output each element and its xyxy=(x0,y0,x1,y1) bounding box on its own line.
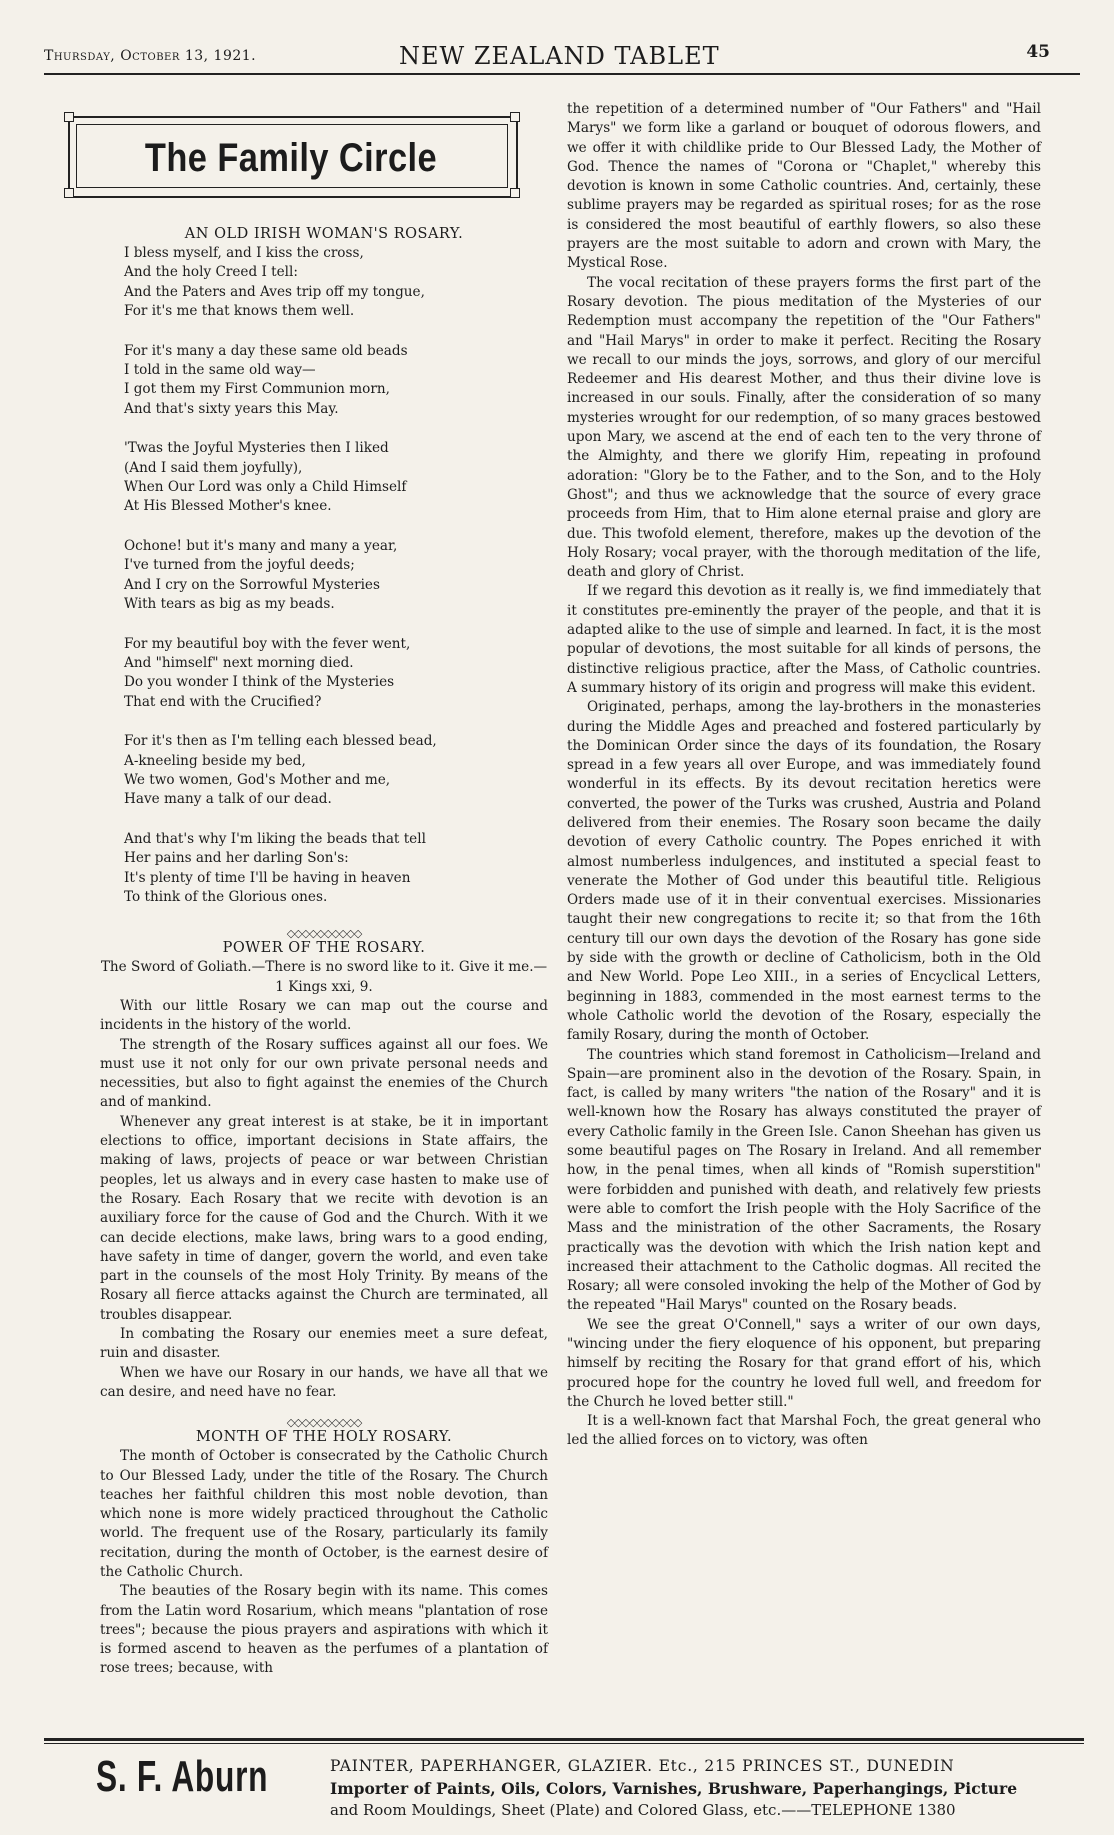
issue-date: Thursday, October 13, 1921. xyxy=(44,48,257,64)
poem-stanza xyxy=(124,732,548,810)
poem-line: For my beautiful boy with the fever went, xyxy=(124,635,411,652)
poem-title: AN OLD IRISH WOMAN'S ROSARY. xyxy=(184,226,464,242)
paragraph: The month of October is consecrated by the Catholic Church to Our Blessed Lady, under the title of the Rosary. The Church teaches her faithful children this most noble devotion, than which none is more widely practiced throughout the Catholic world. The frequent use of the Rosary, particularly its family recitation, during the month of October, is the earnest desire of the Catholic Church. xyxy=(100,1448,548,1580)
poem-line: Do you wonder I think of the Mysteries xyxy=(124,674,395,691)
poem-stanza xyxy=(124,830,548,908)
paragraph: The beauties of the Rosary begin with its name. This comes from the Latin word Rosarium, which means "plantation of rose trees"; because the pious prayers and aspirations with which it is formed ascend to heaven as the perfumes of a plantation of rose trees; because, with xyxy=(100,1583,548,1677)
section-title-box xyxy=(68,108,520,200)
corner-ornament xyxy=(510,112,520,122)
paragraph: Whenever any great interest is at stake, be it in important elections to office, important decisions in State affairs, the making of laws, projects of peace or war between Christian peoples, let us always and in every case hasten to make use of the Rosary. Each Rosary that we recite with devotion is an auxiliary force for the cause of God and the Church. With it we can decide elections, make laws, bring wars to a good ending, have safety in time of danger, govern the world, and even take part in the counsels of the most Holy Trinity. By means of the Rosary all fierce attacks against the Church are terminated, all troubles disappear. xyxy=(100,1113,548,1323)
paragraph: the repetition of a determined number of "Our Fathers" and "Hail Marys" we form like a garland or bouquet of odorous flowers, and we offer it with childlike pride to Our Blessed Lady, the Mother of God. Thence the names of "Corona or "Chaplet," whereby this devotion is known in some Catholic countries. And, certainly, these sublime prayers may be regarded as spiritual roses; for as the rose is considered the most beautiful of earthly flowers, so also these prayers are the most suitable to adorn and crown with Mary, the Mystical Rose. xyxy=(567,101,1041,272)
footer-rule xyxy=(44,1738,1084,1741)
poem-line: That end with the Crucified? xyxy=(124,693,322,710)
section-divider: ◇◇◇◇◇◇◇◇◇◇ xyxy=(286,927,362,941)
month-title: MONTH OF THE HOLY ROSARY. xyxy=(195,1429,453,1446)
poem-line: And that's why I'm liking the beads that tell xyxy=(124,830,426,847)
poem-stanza xyxy=(124,244,548,322)
poem-line: I told in the same old way— xyxy=(124,362,316,379)
corner-ornament xyxy=(510,188,520,198)
right-column xyxy=(567,100,1041,1451)
poem-line: When Our Lord was only a Child Himself xyxy=(124,479,407,496)
power-epigraph: The Sword of Goliath.—There is no sword like to it. Give it me.—1 Kings xxi, 9. xyxy=(100,959,548,995)
poem-line: And the Paters and Aves trip off my tongue, xyxy=(124,283,425,300)
paragraph: The vocal recitation of these prayers forms the first part of the Rosary devotion. The pious meditation of the Mysteries of our Redemption must accompany the repetition of the "Our Fathers" and "Hail Marys" in order to make it perfect. Reciting the Rosary we recall to our minds the joys, sorrows, and glory of our merciful Redeemer and His dearest Mother, and thus their divine love is increased in our souls. Finally, after the consideration of so many mysteries wrought for our redemption, of so many graces bestowed upon Mary, we ascend at the end of each ten to the very throne of the Almighty, and there we glorify Him, repeating in profound adoration: "Glory be to the Father, and to the Son, and to the Holy Ghost"; and thus we acknowledge that the source of every grace proceeds from Him, that to Him alone eternal praise and glory are due. This twofold element, therefore, makes up the devotion of the Holy Rosary; vocal prayer, with the thorough meditation of the life, death and glory of Christ. xyxy=(567,274,1041,581)
advert-line-2: Importer of Paints, Oils, Colors, Varnishes, Brushware, Paperhangings, Picture xyxy=(330,1779,1018,1798)
poem-line: For it's then as I'm telling each blessed bead, xyxy=(124,733,437,750)
poem-stanza xyxy=(124,537,548,615)
poem-line: Have many a talk of our dead. xyxy=(124,791,332,808)
poem-line: I bless myself, and I kiss the cross, xyxy=(124,245,364,261)
poem-body xyxy=(100,244,548,907)
poem-line: For it's me that knows them well. xyxy=(124,303,355,320)
left-column xyxy=(100,226,548,1679)
paragraph: The countries which stand foremost in Catholicism—Ireland and Spain—are prominent also in the devotion of the Rosary. Spain, in fact, is called by many writers "the nation of the Rosary" and it is well-known how the Rosary has always constituted the prayer of every Catholic family in the Green Isle. Canon Sheehan has given us some beautiful pages on The Rosary in Ireland. And all remember how, in the penal times, when all kinds of "Romish superstition" were forbidden and punished with death, and relatively few priests were able to comfort the Irish people with the Holy Sacrifice of the Mass and the ministration of the other Sacraments, the Rosary practically was the devotion with which the Irish nation kept and increased their attachment to the Catholic dogmas. All recited the Rosary; all were consoled invoking the help of the Mother of God by the repeated "Hail Marys" counted on the Rosary beads. xyxy=(567,1046,1041,1314)
poem-line: I got them my First Communion morn, xyxy=(124,381,390,398)
poem-line: For it's many a day these same old beads xyxy=(124,342,408,359)
month-body-right xyxy=(567,100,1041,1451)
advertiser-name: S. F. Aburn xyxy=(96,1752,269,1801)
paragraph: With our little Rosary we can map out the course and incidents in the history of the world. xyxy=(100,997,548,1034)
poem-line: Her pains and her darling Son's: xyxy=(124,850,349,867)
poem-line: And "himself" next morning died. xyxy=(124,654,354,671)
power-title: POWER OF THE ROSARY. xyxy=(222,940,426,957)
masthead-title: NEW ZEALAND TABLET xyxy=(399,42,720,70)
poem-stanza xyxy=(124,635,548,713)
poem-line: And the holy Creed I tell: xyxy=(124,264,298,281)
paragraph: If we regard this devotion as it really is, we find immediately that it constitutes pre-eminently the prayer of the people, and that it is adapted alike to the use of simple and learned. In fact, it is the most popular of devotions, the most suitable for all kinds of persons, the distinctive religious practice, after the Mass, of Catholic countries. A summary history of its origin and progress will make this evident. xyxy=(567,583,1041,696)
poem-line: Ochone! but it's many and many a year, xyxy=(124,537,398,554)
corner-ornament xyxy=(64,112,74,122)
header-rule xyxy=(44,73,1080,75)
poem-stanza xyxy=(124,342,548,420)
footer-rule-thin xyxy=(44,1743,1084,1744)
poem-line: To think of the Glorious ones. xyxy=(124,888,328,905)
paragraph: Originated, perhaps, among the lay-brothers in the monasteries during the Middle Ages and preached and fostered particularly by the Dominican Order since the days of its foundation, the Rosary spread in a few years all over Europe, and was immediately found wonderful in its effects. By its devout recitation heretics were converted, the power of the Turks was crushed, Austria and Poland delivered from their enemies. The Rosary soon became the daily devotion of every Catholic country. The Popes enriched it with almost numberless indulgences, and instituted a special feast to venerate the Mother of God under this beautiful title. Religious Orders made use of it in their conventual exercises. Missionaries taught their new congregations to recite it; so that from the 16th century till our own days the devotion of the Rosary has gone side by side with the growth or decline of Catholicism, both in the Old and New World. Pope Leo XIII., in a series of Encyclical Letters, beginning in 1883, commended in the most earnest terms to the whole Catholic world the devotion of the Rosary, especially the family Rosary, during the month of October. xyxy=(567,699,1041,1044)
poem-line: A-kneeling beside my bed, xyxy=(124,752,306,769)
poem-line: And I cry on the Sorrowful Mysteries xyxy=(124,576,380,593)
poem-line: At His Blessed Mother's knee. xyxy=(124,498,332,515)
poem-line: (And I said them joyfully), xyxy=(124,459,303,476)
poem-line: We two women, God's Mother and me, xyxy=(124,771,391,788)
paragraph: We see the great O'Connell," says a writer of our own days, "wincing under the fiery eloquence of his opponent, but preparing himself by reciting the Rosary for that grand effort of his, which procured hope for the country he loved full well, and freedom for the Church he loved better still." xyxy=(567,1316,1041,1410)
paragraph: The strength of the Rosary suffices against all our foes. We must use it not only for our own private personal needs and necessities, but also to fight against the enemies of the Church and of mankind. xyxy=(100,1036,548,1111)
poem-line: It's plenty of time I'll be having in heaven xyxy=(124,869,411,886)
poem-line: 'Twas the Joyful Mysteries then I liked xyxy=(124,440,389,457)
page-header xyxy=(44,40,1080,76)
poem-line: With tears as big as my beads. xyxy=(124,596,335,613)
poem-line: I've turned from the joyful deeds; xyxy=(124,557,355,574)
paragraph: In combating the Rosary our enemies meet a sure defeat, ruin and disaster. xyxy=(100,1326,548,1362)
section-divider: ◇◇◇◇◇◇◇◇◇◇ xyxy=(286,1416,362,1430)
power-body xyxy=(100,997,548,1402)
month-body-left xyxy=(100,1447,548,1679)
paragraph: It is a well-known fact that Marshal Foch, the great general who led the allied forces on to victory, was often xyxy=(567,1413,1041,1449)
page-number: 45 xyxy=(1026,42,1050,62)
advert-line-3: and Room Mouldings, Sheet (Plate) and Colored Glass, etc.——TELEPHONE 1380 xyxy=(330,1801,956,1819)
advert-line-1: PAINTER, PAPERHANGER, GLAZIER. Etc., 215 PRINCES ST., DUNEDIN xyxy=(330,1757,955,1775)
corner-ornament xyxy=(64,188,74,198)
poem-line: And that's sixty years this May. xyxy=(124,400,339,417)
paragraph: When we have our Rosary in our hands, we have all that we can desire, and need have no fear. xyxy=(100,1364,548,1400)
section-title: The Family Circle xyxy=(144,136,438,180)
poem-stanza xyxy=(124,439,548,517)
